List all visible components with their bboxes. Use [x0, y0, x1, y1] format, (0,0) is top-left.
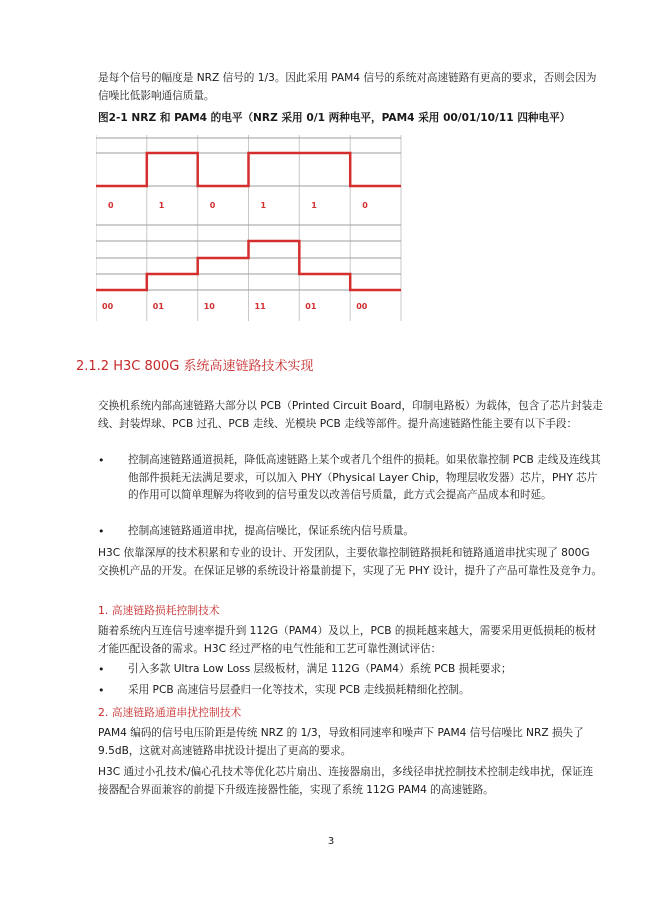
pam4-level-label: 01: [152, 302, 164, 311]
nrz-signal-trace: [96, 153, 401, 186]
bullet-item: 引入多款 Ultra Low Loss 层级板材，满足 112G（PAM4）系统 PCB 损耗要求；: [128, 663, 512, 675]
subsection-paragraph-crosstalk-1: PAM4 编码的信号电压阶距是传统 NRZ 的 1/3，导致相同速率和噪声下 PAM4 信号信噪比 NRZ 损失了 9.5dB，这就对高速链路串扰设计提出了更高的要求。: [98, 727, 584, 757]
bullet-dot: •: [98, 525, 105, 538]
nrz-level-label: 0: [108, 201, 114, 210]
pam4-level-label: 00: [356, 302, 368, 311]
nrz-level-label: 1: [158, 201, 165, 210]
bullet-dot: •: [98, 454, 105, 467]
bullet-dot: •: [98, 663, 105, 676]
subsection-title-crosstalk: 2. 高速链路通道串扰控制技术: [98, 706, 242, 719]
subsection-paragraph-crosstalk-2: H3C 通过小孔技术/偏心孔技术等优化芯片扇出、连接器扇出，多线径串扰控制技术控制走线串扰，保证连接器配合界面兼容的前提下升级连接器性能，实现了系统 112G PAM4 的高速链路。: [98, 766, 594, 796]
section-title: 2.1.2 H3C 800G 系统高速链路技术实现: [76, 359, 314, 374]
pam4-level-label: 01: [305, 302, 317, 311]
bullet-dot: •: [98, 684, 105, 697]
page-number: 3: [327, 836, 335, 847]
pam4-level-label: 00: [102, 302, 114, 311]
bullet-item: 采用 PCB 高速信号层叠归一化等技术，实现 PCB 走线损耗精细化控制。: [128, 684, 470, 696]
figure-caption: 图2-1 NRZ 和 PAM4 的电平（NRZ 采用 0/1 两种电平，PAM4 采用 00/01/10/11 四种电平）: [98, 112, 571, 124]
subsection-paragraph-loss: 随着系统内互连信号速率提升到 112G（PAM4）及以上，PCB 的损耗越来越大，需要采用更低损耗的板材才能匹配设备的需求。H3C 经过严格的电气性能和工艺可靠性测试评估：: [98, 625, 597, 655]
nrz-level-label: 1: [260, 201, 267, 210]
pam4-level-label: 10: [203, 302, 215, 311]
bullet-item: 控制高速链路通道串扰，提高信噪比，保证系统内信号质量。: [128, 525, 415, 537]
nrz-level-label: 0: [362, 201, 368, 210]
nrz-level-label: 1: [311, 201, 317, 210]
nrz-level-label: 0: [209, 201, 216, 210]
bullet-item: 控制高速链路通道损耗，降低高速链路上某个或者几个组件的损耗。如果依靠控制 PCB 走线及连线其他部件损耗无法满足要求，可以加入 PHY（Physical Layer Chip，物理层收发器）芯片，PHY 芯片的作用可以简单理解为将收到的信号重发以改善信号质量，此方式会提高产品成本和时延。: [128, 454, 601, 501]
nrz-pam4-level-diagram: [96, 133, 406, 323]
intro-paragraph: 是每个信号的幅度是 NRZ 信号的 1/3。因此采用 PAM4 信号的系统对高速链路有更高的要求，否则会因为信噪比低影响通信质量。: [98, 72, 597, 102]
pam4-level-label: 11: [254, 302, 266, 311]
subsection-title-loss: 1. 高速链路损耗控制技术: [98, 604, 220, 617]
section-paragraph-2: H3C 依靠深厚的技术积累和专业的设计、开发团队，主要依靠控制链路损耗和链路通道串扰实现了 800G 交换机产品的开发。在保证足够的系统设计裕量前提下，实现了无 PHY 设计，提升了产品可靠性及竞争力。: [98, 547, 603, 577]
section-paragraph-1: 交换机系统内部高速链路大部分以 PCB（Printed Circuit Board，印制电路板）为载体，包含了芯片封装走线、封装焊球、PCB 过孔、PCB 走线、光模块 PCB 走线等部件。提升高速链路性能主要有以下手段：: [98, 400, 603, 430]
